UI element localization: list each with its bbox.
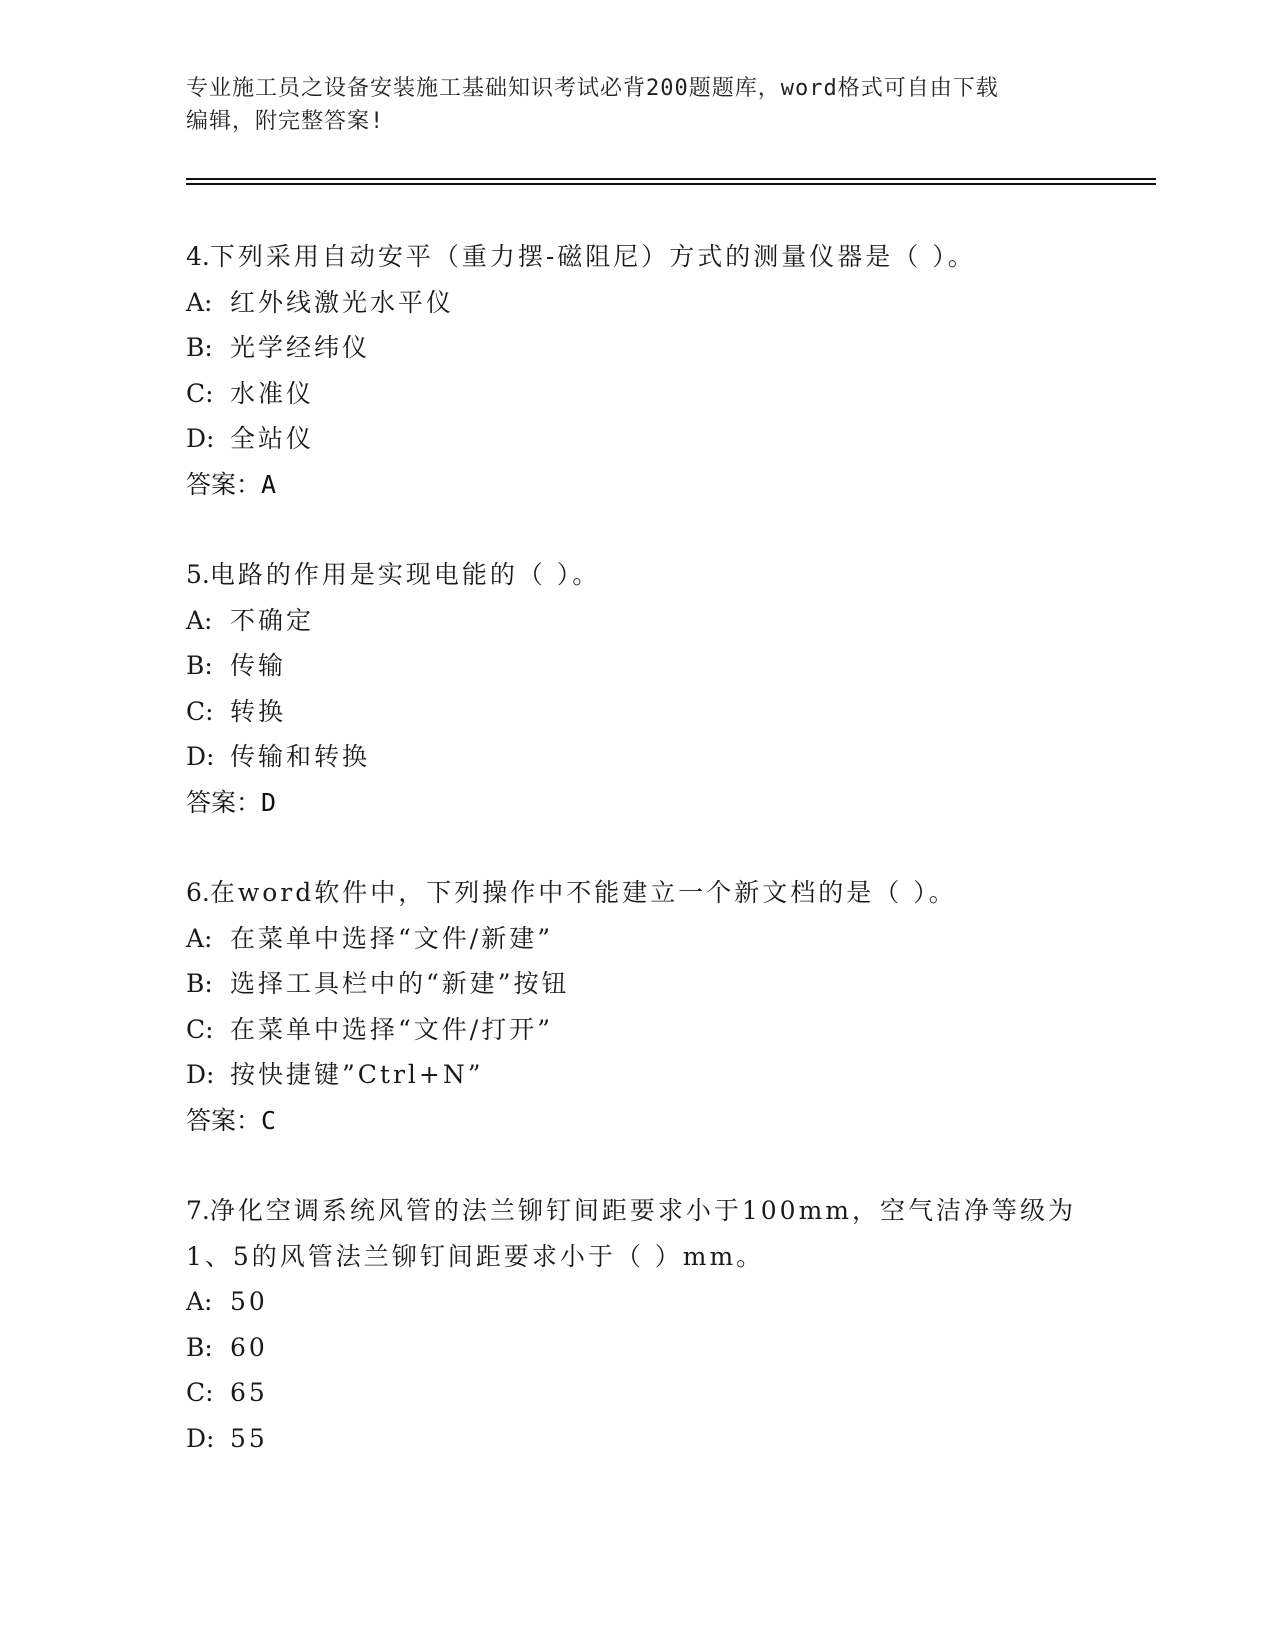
question-number: 4. bbox=[186, 242, 210, 271]
question-number: 5. bbox=[186, 560, 210, 589]
option-text: 按快捷键”Ctrl+N” bbox=[230, 1060, 484, 1089]
option-letter: C: bbox=[186, 696, 214, 726]
header-line-1: 专业施工员之设备安装施工基础知识考试必背200题题库，word格式可自由下载 bbox=[186, 76, 999, 101]
option-letter: B: bbox=[186, 1332, 213, 1362]
question-stem bbox=[186, 552, 1086, 598]
option-letter: C: bbox=[186, 378, 214, 408]
answer-label: 答案： bbox=[186, 787, 262, 817]
question-5 bbox=[186, 552, 1086, 825]
question-text: 电路的作用是实现电能的（ ）。 bbox=[209, 560, 601, 589]
question-text: 1、5的风管法兰铆钉间距要求小于（ ）mm。 bbox=[186, 1241, 765, 1271]
option-letter: B: bbox=[186, 969, 213, 998]
question-stem bbox=[186, 1188, 1086, 1234]
option-c bbox=[186, 1370, 1086, 1416]
option-letter: C: bbox=[186, 1378, 214, 1407]
option-text: 在菜单中选择“文件/打开” bbox=[230, 1014, 553, 1044]
question-number: 6. bbox=[186, 878, 210, 907]
option-text: 转换 bbox=[230, 696, 287, 726]
option-text: 65 bbox=[230, 1378, 268, 1407]
answer-value: C bbox=[261, 1105, 277, 1135]
option-text: 全站仪 bbox=[230, 424, 315, 453]
option-text: 光学经纬仪 bbox=[230, 333, 371, 362]
option-c bbox=[186, 689, 1086, 735]
question-7 bbox=[186, 1188, 1086, 1461]
document-header bbox=[186, 72, 1066, 138]
option-c bbox=[186, 1007, 1086, 1053]
option-text: 红外线激光水平仪 bbox=[230, 287, 455, 317]
option-a bbox=[186, 598, 1086, 644]
question-list bbox=[186, 234, 1086, 1506]
header-divider-bottom bbox=[186, 183, 1156, 185]
option-letter: D: bbox=[186, 1423, 215, 1453]
question-number: 7. bbox=[186, 1196, 210, 1225]
question-text: 净化空调系统风管的法兰铆钉间距要求小于100mm，空气洁净等级为 bbox=[209, 1196, 1076, 1225]
option-letter: D: bbox=[186, 742, 215, 771]
question-stem bbox=[186, 234, 1086, 280]
question-stem bbox=[186, 870, 1086, 916]
option-letter: B: bbox=[186, 651, 213, 680]
answer-label: 答案： bbox=[186, 1105, 262, 1135]
option-d bbox=[186, 734, 1086, 780]
answer-line bbox=[186, 1098, 1086, 1144]
header-divider-top bbox=[186, 178, 1156, 180]
question-6 bbox=[186, 870, 1086, 1143]
option-text: 传输和转换 bbox=[230, 742, 371, 771]
option-text: 水准仪 bbox=[230, 378, 315, 408]
option-letter: A: bbox=[186, 1287, 213, 1316]
option-text: 60 bbox=[230, 1332, 268, 1362]
option-b bbox=[186, 325, 1086, 371]
option-a bbox=[186, 280, 1086, 326]
option-a bbox=[186, 916, 1086, 962]
answer-line bbox=[186, 780, 1086, 826]
option-a bbox=[186, 1279, 1086, 1325]
option-c bbox=[186, 371, 1086, 417]
option-letter: A: bbox=[186, 923, 213, 953]
option-letter: C: bbox=[186, 1014, 214, 1044]
option-b bbox=[186, 643, 1086, 689]
option-letter: A: bbox=[186, 605, 213, 635]
option-letter: B: bbox=[186, 333, 213, 362]
option-b bbox=[186, 961, 1086, 1007]
option-text: 50 bbox=[230, 1287, 268, 1316]
option-text: 传输 bbox=[230, 651, 287, 680]
answer-label: 答案： bbox=[186, 469, 262, 499]
option-text: 在菜单中选择“文件/新建” bbox=[230, 923, 553, 953]
option-letter: D: bbox=[186, 1060, 215, 1089]
question-text: 在word软件中，下列操作中不能建立一个新文档的是（ ）。 bbox=[209, 878, 957, 907]
option-letter: D: bbox=[186, 424, 215, 453]
option-text: 55 bbox=[230, 1423, 268, 1453]
option-d bbox=[186, 1052, 1086, 1098]
question-text: 下列采用自动安平（重力摆-磁阻尼）方式的测量仪器是（ ）。 bbox=[209, 242, 976, 271]
question-4 bbox=[186, 234, 1086, 507]
option-letter: A: bbox=[186, 287, 213, 317]
header-line-2: 编辑，附完整答案! bbox=[186, 109, 385, 134]
option-b bbox=[186, 1325, 1086, 1371]
answer-value: A bbox=[261, 469, 277, 499]
option-d bbox=[186, 1416, 1086, 1462]
question-stem-continued bbox=[186, 1234, 1086, 1280]
answer-value: D bbox=[261, 787, 277, 817]
option-d bbox=[186, 416, 1086, 462]
option-text: 选择工具栏中的“新建”按钮 bbox=[230, 969, 570, 998]
option-text: 不确定 bbox=[230, 605, 315, 635]
answer-line bbox=[186, 462, 1086, 508]
